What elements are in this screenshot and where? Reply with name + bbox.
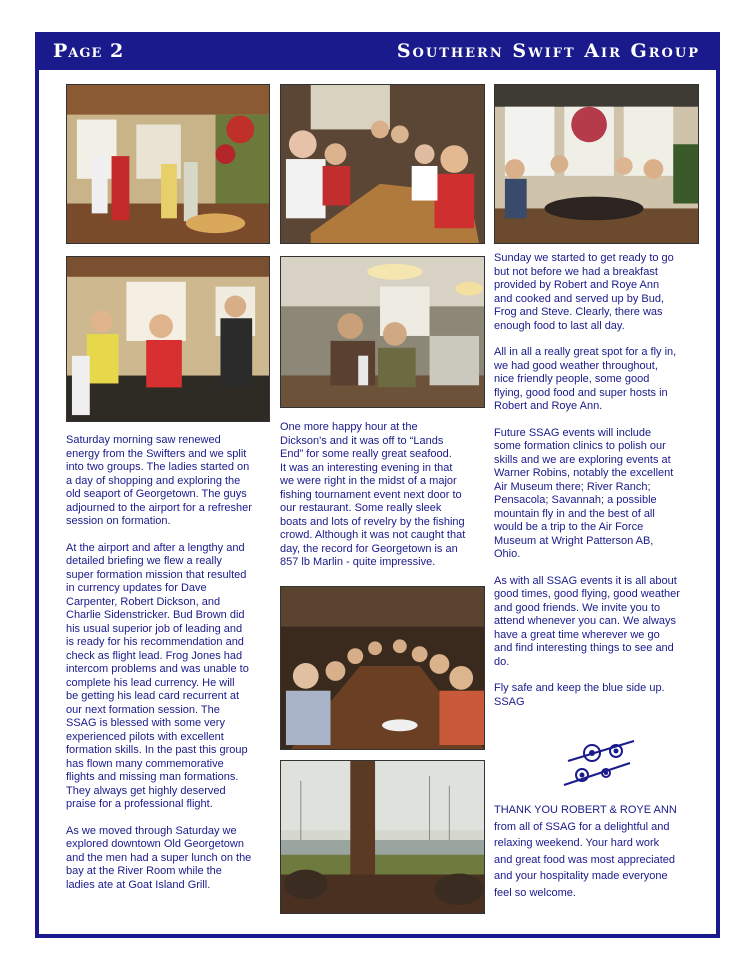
- page-header: [35, 32, 720, 70]
- photo-harbor-view: [280, 760, 485, 914]
- paragraph-future-events: Future SSAG events will include some formation clinics to polish our skills and we are exploring events at Warner Robins, notably the excellent Air Museum there; River Ranch; Pensacola; Savannah; a possible mountain fly in and the best of all would be a trip to the Air Force Museum at Wright Patterson AB, Ohio.: [494, 426, 674, 560]
- paragraph-fly-safe: Fly safe and keep the blue side up. SSAG: [494, 682, 665, 708]
- photo-couple-at-table: [280, 256, 485, 408]
- left-column-text: [66, 434, 278, 905]
- paragraph-ssag-events: As with all SSAG events it is all about good times, good flying, good weather and good friends. We invite you to attend whenever you can. We always have a great time wherever we go and find interesting things to see and do.: [494, 574, 680, 668]
- photo-restaurant-interior: [66, 84, 270, 244]
- middle-column-text: [280, 421, 492, 583]
- paragraph-sunday: Sunday we started to get ready to go but not before we had a breakfast provided by Robert and Roye Ann and cooked and served up by Bud, Frog and Steve. Clearly, there was enough food to last all day.: [494, 252, 674, 332]
- thank-you-note: [494, 802, 706, 914]
- paragraph-lands-end: One more happy hour at the Dickson's and it was off to “Lands End” for some really great seafood. It was an interesting evening in that we were right in the midst of a major fishing tournament event next door to our restaurant. Some really sleek boats and lots of revelry by the fishing crowd. Although it was not caught that day, the record for Georgetown is an 857 lb Marlin - quite impressive.: [280, 421, 466, 568]
- photo-seafood-dinner: [280, 586, 485, 750]
- paragraph-saturday-morning: Saturday morning saw renewed energy from the Swifters and we split into two groups. The ladies started on a day of shopping and exploring the old seaport of Georgetown. The guys adjourned to the airport for a refresher session on formation.: [66, 434, 252, 527]
- formation-aircraft-logo-icon: [560, 735, 644, 793]
- paragraph-old-georgetown: As we moved through Saturday we explored downtown Old Georgetown and the men had a super lunch on the bay at the River Room while the ladies ate at Goat Island Grill.: [66, 824, 252, 891]
- paragraph-airport-formation: At the airport and after a lengthy and detailed briefing we flew a really super formation mission that resulted in currency updates for Dave Carpenter, Robert Dickson, and Charlie Sidenstricker. Bud Brown did his usual superior job of leading and is ready for his recommendation and check as flight lead. Frog Jones had intercom problems and was unable to complete his lead currency. He will be getting his lead card recurrent at our next formation session. The SSAG is blessed with some very experienced pilots with excellent formation skills. In the past this group has flown many commemorative flights and missing man formations. They always get highly deserved praise for a professional flight.: [66, 541, 249, 810]
- right-column-text: [494, 252, 706, 722]
- page-number: Page 2: [53, 40, 125, 62]
- paragraph-all-in-all: All in all a really great spot for a fly in, we had good weather throughout, nice friendly people, some good flying, good food and super hosts in Robert and Roye Ann.: [494, 346, 677, 412]
- photo-dinner-table-1: [280, 84, 485, 244]
- photo-kitchen-gathering: [66, 256, 270, 422]
- paragraph-thank-you: THANK YOU ROBERT & ROYE ANN from all of SSAG for a delightful and relaxing weekend. Your hard work and great food was most appreciated and your hospitality made everyone feel so welcome.: [494, 804, 677, 899]
- newsletter-title: Southern Swift Air Group: [396, 40, 700, 62]
- photo-breakfast-room: [494, 84, 699, 244]
